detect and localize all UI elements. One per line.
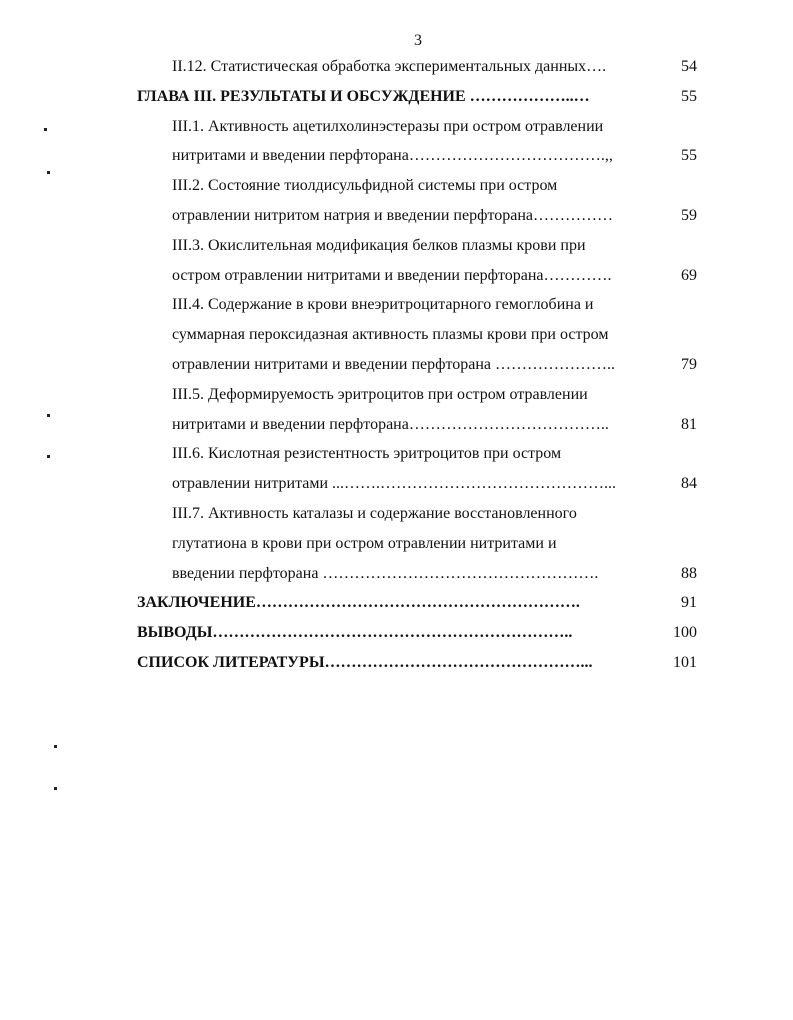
- toc-entry-line: ВЫВОДЫ…………………………………………………………..: [137, 624, 573, 642]
- toc-entry-line: отравлении нитритами ...…….……………………………………...: [172, 475, 617, 493]
- toc-page-number: 84: [681, 475, 697, 493]
- toc-entry: [0, 445, 793, 505]
- scan-speck: [44, 128, 47, 131]
- toc-entry-line: нитритами и введении перфторана……………………………….,,: [172, 147, 613, 165]
- toc-entry-line: III.6. Кислотная резистентность эритроцитов при остром: [172, 445, 562, 463]
- toc-entry-line: III.3. Окислительная модификация белков плазмы крови при: [172, 236, 586, 254]
- toc-page-number: 100: [673, 624, 697, 642]
- scan-speck: [54, 787, 57, 790]
- toc-entry-line: III.2. Состояние тиолдисульфидной системы при остром: [172, 177, 558, 195]
- toc-page-number: 101: [673, 653, 697, 671]
- toc-entry: [0, 624, 793, 654]
- toc-entry: [0, 296, 793, 385]
- toc-entry: [0, 594, 793, 624]
- toc-page-number: 69: [681, 266, 697, 284]
- toc-entry: [0, 505, 793, 594]
- scan-speck: [47, 171, 50, 174]
- toc-entry-line: III.5. Деформируемость эритроцитов при остром отравлении: [172, 385, 588, 403]
- toc-entry-line: нитритами и введении перфторана………………………………..: [172, 415, 609, 433]
- toc-entry-line: отравлении нитритом натрия и введении перфторана……………: [172, 206, 614, 224]
- toc-entry-line: глутатиона в крови при остром отравлении нитритами и: [172, 534, 557, 552]
- toc-entry-line: III.7. Активность каталазы и содержание восстановленного: [172, 504, 577, 522]
- page-number: 3: [414, 32, 422, 49]
- scan-speck: [47, 414, 50, 417]
- toc-entry-line: II.12. Статистическая обработка экспериментальных данных….: [172, 58, 607, 75]
- toc-entry: [0, 58, 793, 88]
- toc-entry-line: СПИСОК ЛИТЕРАТУРЫ…………………………………………...: [137, 653, 593, 671]
- toc-entry-line: введении перфторана …………………………………………….: [172, 564, 599, 582]
- table-of-contents: [0, 58, 793, 684]
- toc-entry-line: ЗАКЛЮЧЕНИЕ…………………………………………………….: [137, 594, 580, 612]
- scan-speck: [47, 455, 50, 458]
- toc-entry: [0, 386, 793, 446]
- toc-page-number: 55: [681, 87, 697, 105]
- toc-entry: [0, 118, 793, 178]
- toc-page-number: 55: [681, 147, 697, 165]
- toc-entry: [0, 88, 793, 118]
- toc-entry-line: отравлении нитритами и введении перфторана …………………..: [172, 355, 616, 373]
- toc-entry: [0, 237, 793, 297]
- toc-entry-line: суммарная пероксидазная активность плазмы крови при остром: [172, 326, 609, 344]
- toc-entry: [0, 177, 793, 237]
- toc-page-number: 54: [681, 58, 697, 75]
- toc-page-number: 91: [681, 594, 697, 612]
- toc-entry-line: III.4. Содержание в крови внеэритроцитарного гемоглобина и: [172, 296, 594, 314]
- toc-entry-line: остром отравлении нитритами и введении перфторана………….: [172, 266, 612, 284]
- toc-entry-line: ГЛАВА III. РЕЗУЛЬТАТЫ И ОБСУЖДЕНИЕ ………………..…: [137, 87, 590, 105]
- toc-page-number: 59: [681, 206, 697, 224]
- toc-entry-line: III.1. Активность ацетилхолинэстеразы при остром отравлении: [172, 117, 604, 135]
- toc-page-number: 88: [681, 564, 697, 582]
- toc-page-number: 81: [681, 415, 697, 433]
- scan-speck: [54, 745, 57, 748]
- toc-page-number: 79: [681, 355, 697, 373]
- toc-entry: [0, 654, 793, 684]
